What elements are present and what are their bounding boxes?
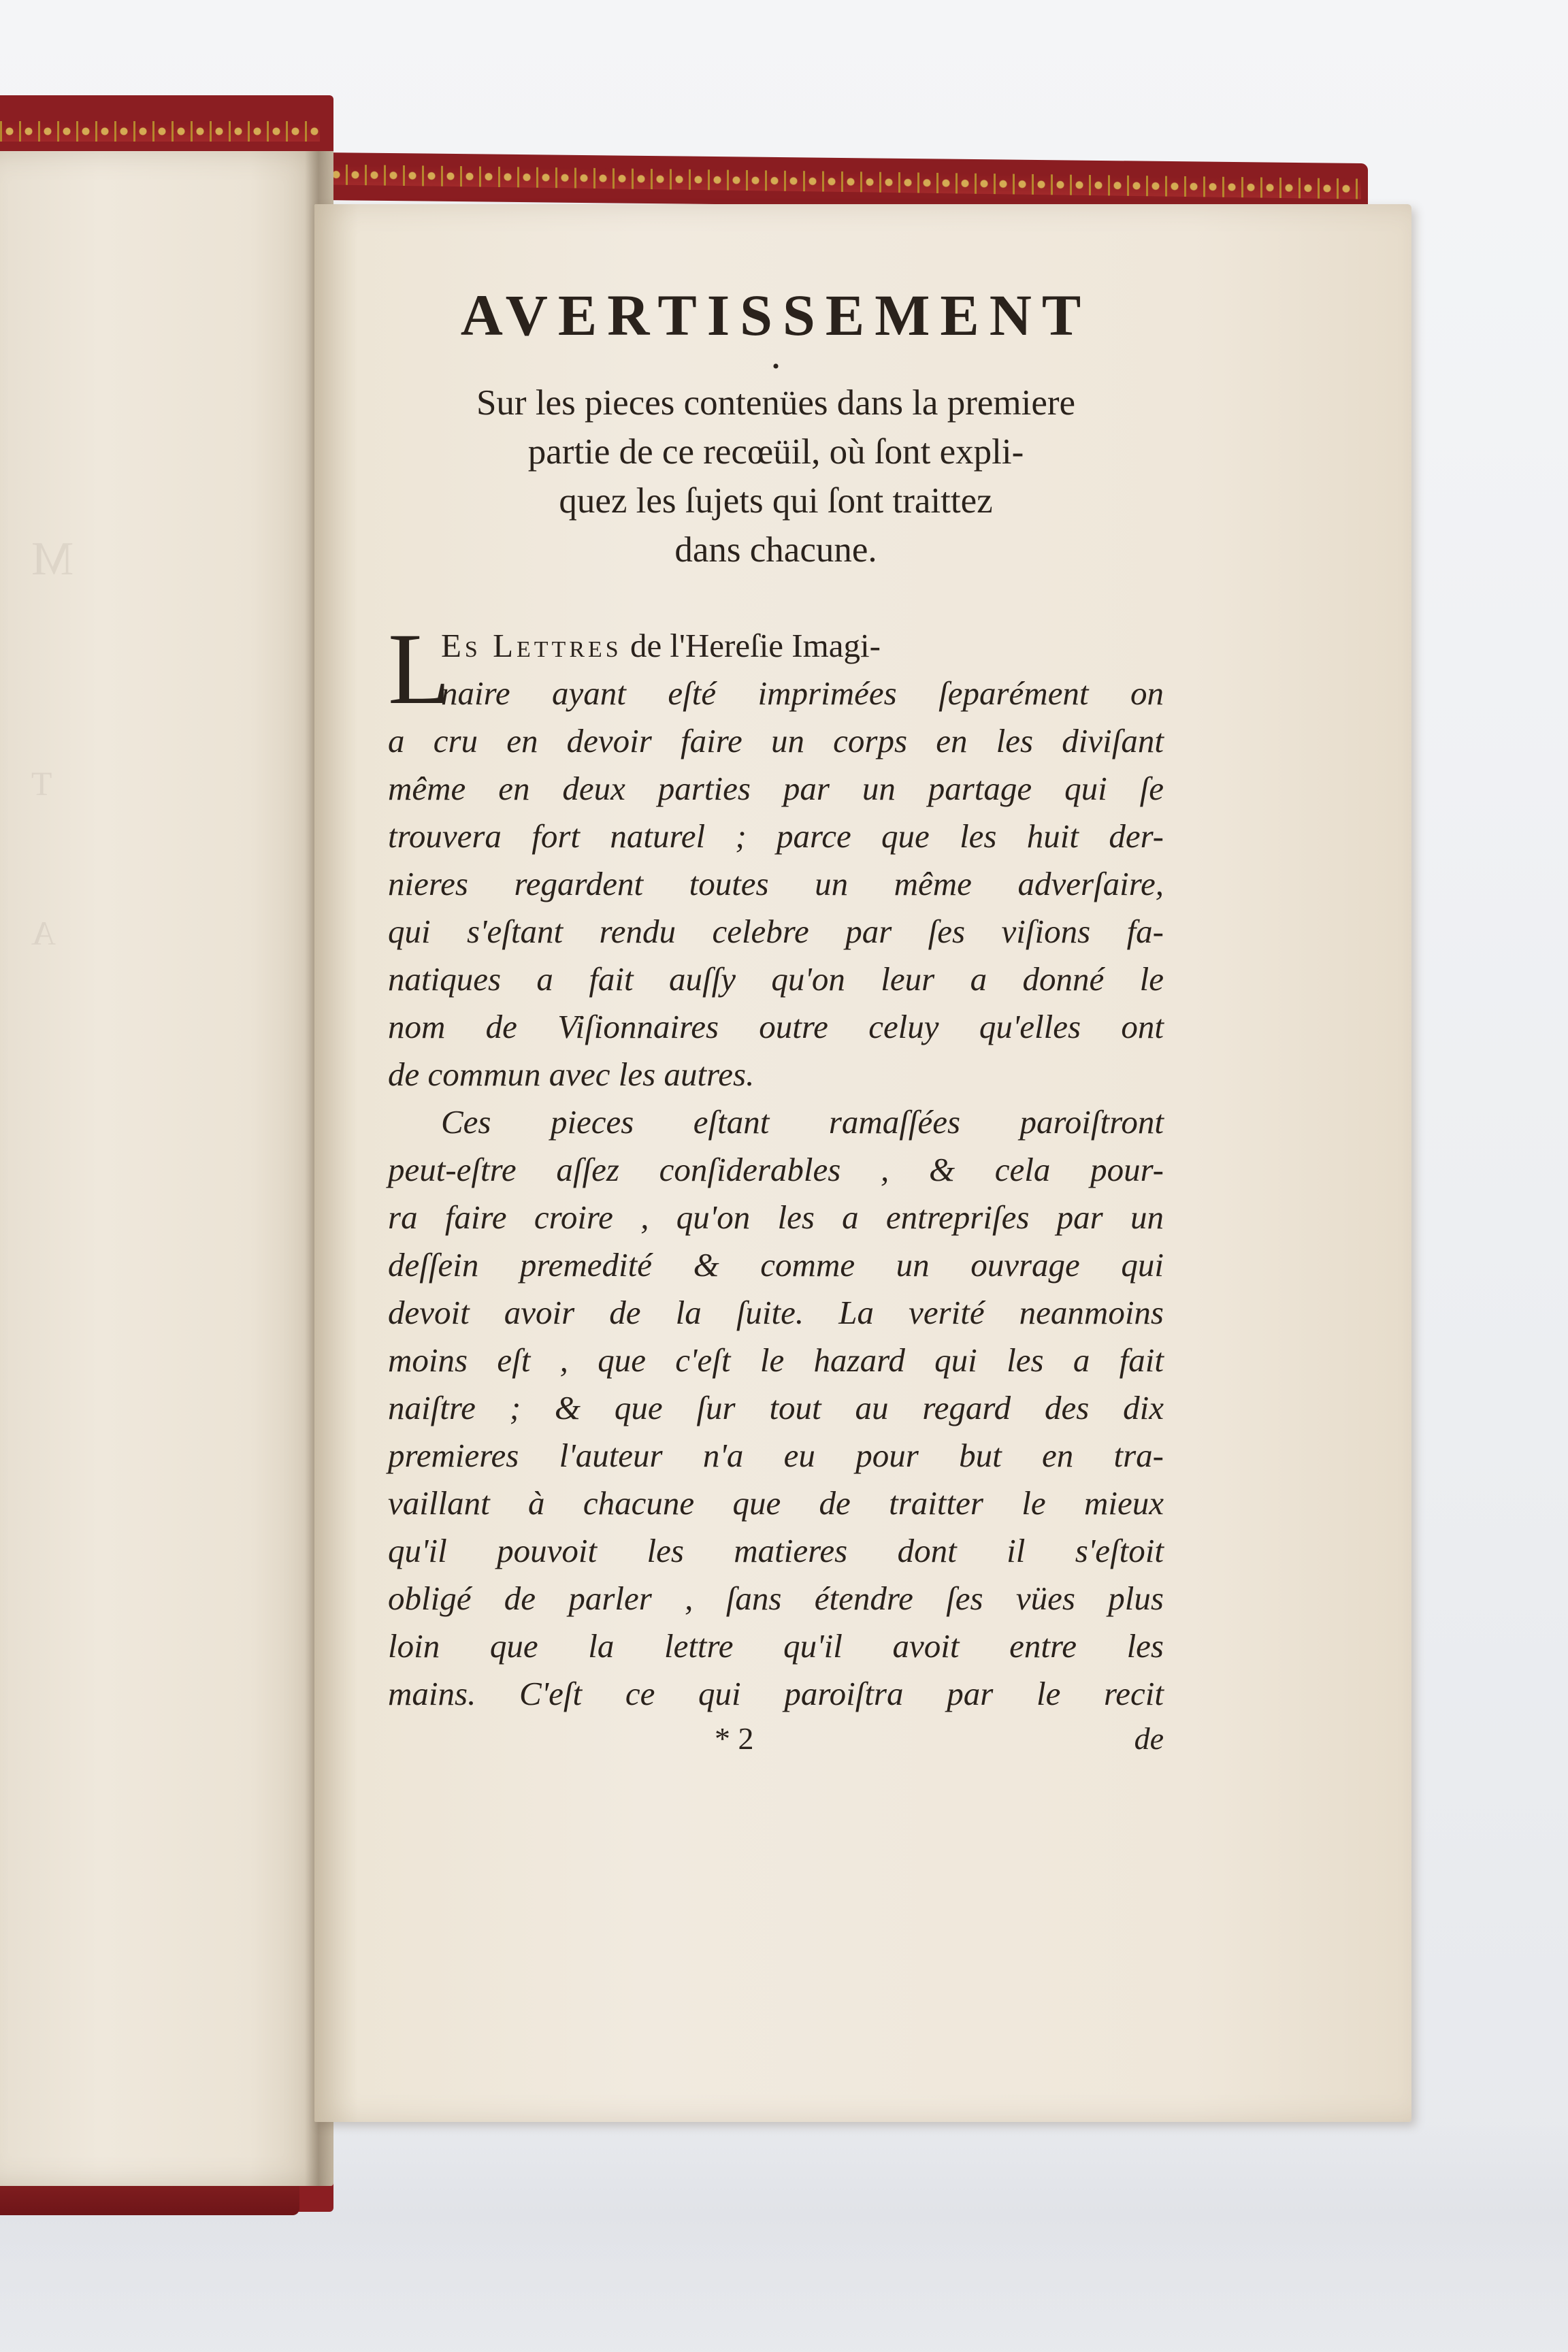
body-line: nieres regardent toutes un même adverſaire,	[388, 865, 1164, 902]
page-footer	[388, 1720, 1164, 1768]
body-line: nom de Viſionnaires outre celuy qu'elles ont	[388, 1008, 1164, 1045]
body-line-text: de l'Hereſie Imagi-	[621, 627, 881, 664]
subtitle-line: quez les ſujets qui ſont traittez	[559, 481, 993, 521]
body-line: a cru en devoir faire un corps en les diviſant	[388, 722, 1164, 760]
body-line	[388, 622, 1164, 670]
body-line: devoit avoir de la ſuite. La verité neanmoins	[388, 1294, 1164, 1331]
show-through-mark: T	[27, 764, 52, 802]
heading-ornament: •	[772, 355, 780, 378]
body-line: moins eſt , que c'eſt le hazard qui les a fait	[388, 1341, 1164, 1379]
gilt-border-left	[0, 121, 320, 142]
body-line: vaillant à chacune que de traitter le mieux	[388, 1484, 1164, 1522]
body-line: naire ayant eſté imprimées ſeparément on	[441, 674, 1164, 712]
body-line: obligé de parler , ſans étendre ſes vües plus	[388, 1580, 1164, 1617]
body-line: Ces pieces eſtant ramaſſées paroiſtront	[441, 1103, 1164, 1141]
opening-words: Es Lettres	[441, 627, 622, 664]
body-text	[388, 612, 1164, 1718]
body-line: deſſein premedité & comme un ouvrage qui	[388, 1246, 1164, 1284]
body-line: loin que la lettre qu'il avoit entre les	[388, 1627, 1164, 1665]
body-line: mains. C'eſt ce qui paroiſtra par le recit	[388, 1675, 1164, 1712]
body-line: naiſtre ; & que ſur tout au regard des dix	[388, 1389, 1164, 1426]
body-line: ra faire croire , qu'on les a entrepriſes par un	[388, 1198, 1164, 1236]
subtitle	[388, 378, 1164, 574]
catchword: de	[1134, 1721, 1164, 1756]
body-line: peut-eſtre aſſez conſiderables , & cela pour-	[388, 1151, 1164, 1188]
subtitle-line: Sur les pieces contenües dans la premiere	[476, 383, 1076, 423]
left-page	[0, 151, 333, 2186]
show-through-mark: M	[27, 533, 74, 585]
page-text	[388, 282, 1164, 1768]
drop-cap: L	[388, 612, 451, 725]
body-line: de commun avec les autres.	[388, 1056, 755, 1093]
body-line: qu'il pouvoit les matieres dont il s'eſtoit	[388, 1532, 1164, 1569]
body-line: natiques a fait auſſy qu'on leur a donné le	[388, 960, 1164, 998]
subtitle-line: dans chacune.	[674, 530, 877, 570]
show-through-mark: A	[27, 914, 56, 952]
signature-mark: * 2	[715, 1721, 754, 1756]
body-line: même en deux parties par un partage qui ſe	[388, 770, 1164, 807]
body-line: qui s'eſtant rendu celebre par ſes viſions fa-	[388, 913, 1164, 950]
body-line: trouvera fort naturel ; parce que les huit der-	[388, 817, 1164, 855]
subtitle-line: partie de ce recœüil, où ſont expli-	[527, 432, 1024, 472]
body-line: premieres l'auteur n'a eu pour but en tra-	[388, 1437, 1164, 1474]
page-heading: AVERTISSEMENT	[460, 282, 1092, 348]
